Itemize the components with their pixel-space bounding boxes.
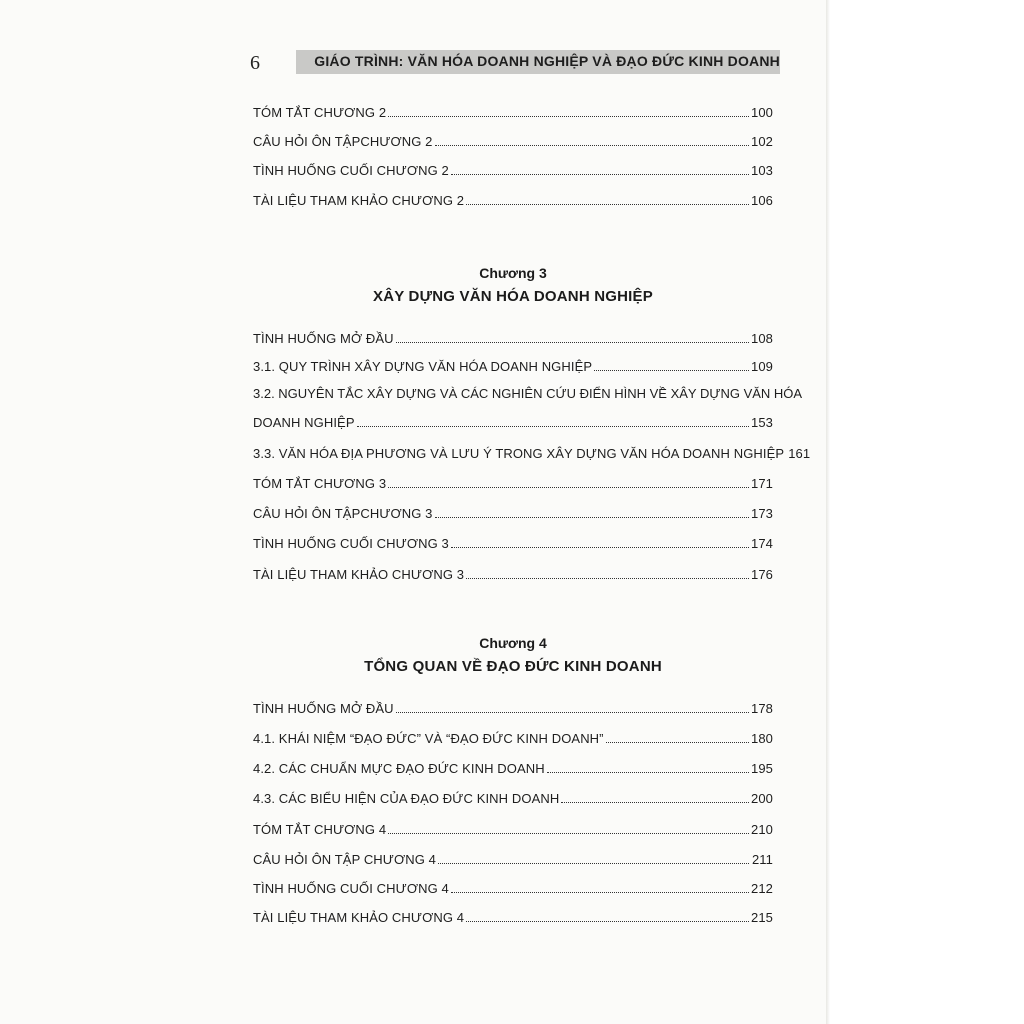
toc-entry [253, 188, 773, 208]
toc-entry-page: 215 [751, 910, 773, 925]
toc-entry-label: DOANH NGHIỆP [253, 415, 355, 430]
chapter-number: Chương 4 [479, 635, 547, 651]
toc-entry [253, 905, 773, 925]
toc-entry-page: 153 [751, 415, 773, 430]
dot-leader [388, 833, 749, 834]
dot-leader [451, 892, 749, 893]
toc-entry-page: 173 [751, 506, 773, 521]
toc-entry-page: 174 [751, 536, 773, 551]
toc-entry-page: 200 [751, 791, 773, 806]
dot-leader [435, 517, 749, 518]
page-edge [826, 0, 830, 1024]
dot-leader [606, 742, 749, 743]
toc-entry-label: 4.2. CÁC CHUẨN MỰC ĐẠO ĐỨC KINH DOANH [253, 761, 545, 776]
dot-leader [594, 370, 749, 371]
toc-entry-label: TÓM TẮT CHƯƠNG 4 [253, 822, 387, 837]
toc-entry-label: TÌNH HUỐNG MỞ ĐẦU [253, 701, 394, 716]
toc-entry-page: 108 [751, 331, 773, 346]
toc-entry [253, 100, 773, 120]
dot-leader [561, 802, 749, 803]
toc-entry-label: CÂU HỎI ÔN TẬPCHƯƠNG 3 [253, 506, 433, 521]
dot-leader [466, 204, 749, 205]
toc-entry [253, 876, 773, 896]
running-header [246, 50, 780, 76]
toc-entry [253, 726, 773, 746]
toc-entry-label: TÌNH HUỐNG CUỐI CHƯƠNG 2 [253, 163, 449, 178]
toc-entry-page: 102 [751, 134, 773, 149]
toc-entry-page: 171 [751, 476, 773, 491]
toc-entry-label-line1: 3.2. NGUYÊN TẮC XÂY DỰNG VÀ CÁC NGHIÊN CỨU ĐIỂN HÌNH VỀ XÂY DỰNG VĂN HÓA [253, 386, 803, 401]
dot-leader [466, 921, 749, 922]
toc-entry-label: TÌNH HUỐNG MỞ ĐẦU [253, 331, 394, 346]
toc-entry-label: CÂU HỎI ÔN TẬP CHƯƠNG 4 [253, 852, 436, 867]
toc-entry [253, 501, 773, 521]
toc-entry-label: TÀI LIỆU THAM KHẢO CHƯƠNG 2 [253, 193, 465, 208]
dot-leader [435, 145, 749, 146]
chapter-number: Chương 3 [479, 265, 547, 281]
toc-entry [253, 471, 773, 491]
toc-entry-page: 100 [751, 105, 773, 120]
toc-entry-page: 106 [751, 193, 773, 208]
toc-entry-label: TÓM TẮT CHƯƠNG 2 [253, 105, 387, 120]
toc-entry [253, 847, 773, 867]
running-title: GIÁO TRÌNH: VĂN HÓA DOANH NGHIỆP VÀ ĐẠO ĐỨC KINH DOANH [314, 53, 780, 69]
chapter-heading [253, 265, 773, 305]
toc-entry-label: 4.3. CÁC BIỂU HIỆN CỦA ĐẠO ĐỨC KINH DOANH [253, 791, 560, 806]
dot-leader [357, 426, 749, 427]
dot-leader [388, 116, 749, 117]
toc-entry [253, 817, 773, 837]
dot-leader [388, 487, 749, 488]
toc-entry-page: 161 [788, 446, 811, 461]
toc-entry-page: 212 [751, 881, 773, 896]
toc-entry-label: 4.1. KHÁI NIỆM “ĐẠO ĐỨC” VÀ “ĐẠO ĐỨC KINH DOANH” [253, 731, 604, 746]
toc-entry [253, 531, 773, 551]
toc-entry-label: CÂU HỎI ÔN TẬPCHƯƠNG 2 [253, 134, 433, 149]
dot-leader [451, 174, 749, 175]
dot-leader [451, 547, 749, 548]
toc-entry [253, 786, 773, 806]
toc-entry-label: 3.3. VĂN HÓA ĐỊA PHƯƠNG VÀ LƯU Ý TRONG XÂY DỰNG VĂN HÓA DOANH NGHIỆP [253, 446, 785, 461]
toc-entry [253, 696, 773, 716]
toc-entry [253, 562, 773, 582]
toc-entry-page: 211 [751, 852, 773, 867]
toc-entry-page: 195 [751, 761, 773, 776]
dot-leader [547, 772, 749, 773]
toc-entry-page: 103 [751, 163, 773, 178]
dot-leader [438, 863, 749, 864]
toc-entry-page: 109 [751, 359, 773, 374]
toc-entry-label: TÓM TẮT CHƯƠNG 3 [253, 476, 387, 491]
toc-entry [253, 129, 773, 149]
chapter-title: TỔNG QUAN VỀ ĐẠO ĐỨC KINH DOANH [364, 658, 662, 675]
toc-entry-label: TÀI LIỆU THAM KHẢO CHƯƠNG 3 [253, 567, 465, 582]
page-number: 6 [250, 52, 260, 74]
toc-entry-label: TÀI LIỆU THAM KHẢO CHƯƠNG 4 [253, 910, 465, 925]
chapter-title: XÂY DỰNG VĂN HÓA DOANH NGHIỆP [373, 288, 653, 305]
toc-entry-page: 176 [751, 567, 773, 582]
toc-entry [253, 441, 811, 461]
dot-leader [466, 578, 749, 579]
dot-leader [396, 712, 749, 713]
toc-entry [253, 158, 773, 178]
toc-entry [253, 326, 773, 346]
toc-entry-label: TÌNH HUỐNG CUỐI CHƯƠNG 4 [253, 881, 449, 896]
toc-entry-label: 3.1. QUY TRÌNH XÂY DỰNG VĂN HÓA DOANH NGHIỆP [253, 359, 593, 374]
toc-entry-page: 180 [751, 731, 773, 746]
toc-entry [253, 756, 773, 776]
toc-entry [253, 354, 773, 374]
chapter-heading [253, 635, 773, 675]
toc-entry-page: 178 [751, 701, 773, 716]
toc-entry [253, 410, 773, 430]
header-band [296, 50, 780, 74]
toc-entry-label: TÌNH HUỐNG CUỐI CHƯƠNG 3 [253, 536, 449, 551]
dot-leader [396, 342, 749, 343]
toc-entry-page: 210 [751, 822, 773, 837]
